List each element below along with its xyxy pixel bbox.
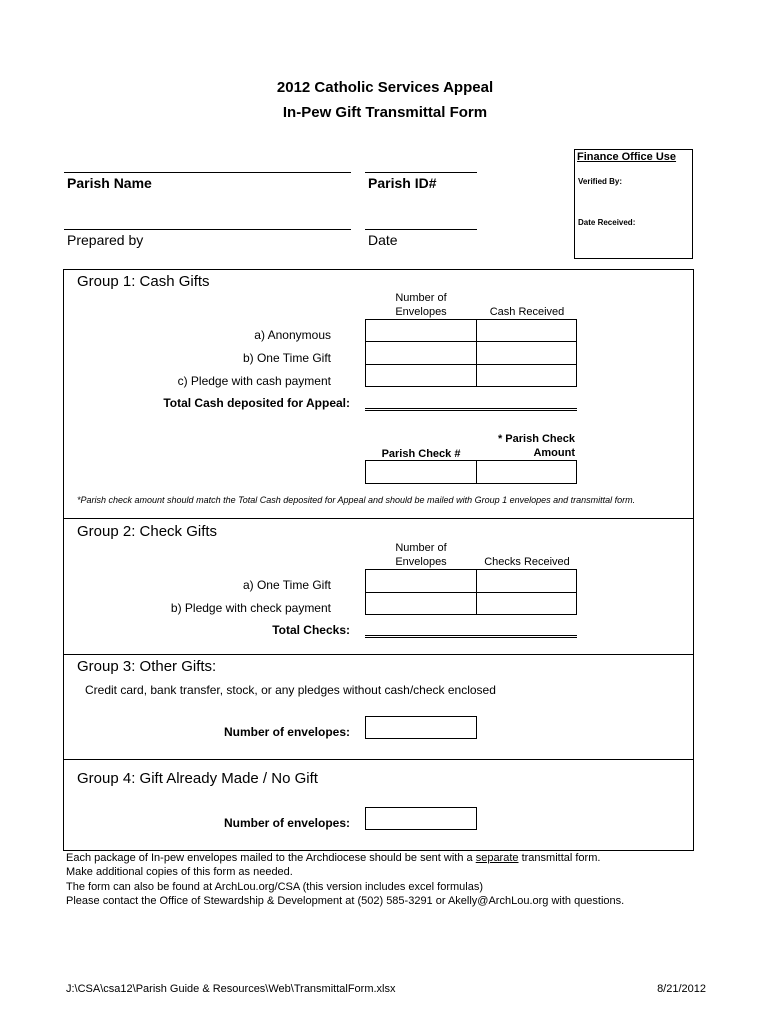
group2-total-label: Total Checks: bbox=[272, 623, 350, 637]
file-path: J:\CSA\csa12\Parish Guide & Resources\Web\TransmittalForm.xlsx bbox=[66, 983, 396, 995]
group3-description: Credit card, bank transfer, stock, or any pledges without cash/check enclosed bbox=[85, 683, 496, 697]
form-title: 2012 Catholic Services Appeal bbox=[276, 79, 494, 96]
group1-row-one-time: b) One Time Gift bbox=[242, 351, 331, 365]
prepared-by-label: Prepared by bbox=[67, 232, 144, 248]
parish-check-amount-header: * Parish Check Amount bbox=[497, 433, 575, 459]
group1-total-label: Total Cash deposited for Appeal: bbox=[163, 396, 350, 410]
parish-check-amount-cell[interactable] bbox=[476, 460, 577, 484]
group1-cash-cells[interactable] bbox=[476, 319, 577, 387]
verified-by-label: Verified By: bbox=[578, 177, 623, 186]
group-divider-1 bbox=[63, 518, 694, 519]
parish-id-label: Parish ID# bbox=[368, 175, 437, 191]
instructions-line-3: The form can also be found at ArchLou.org/CSA (this version includes excel formulas) bbox=[66, 881, 483, 893]
group1-row-divider-1 bbox=[365, 341, 577, 342]
group3-envelopes-cell[interactable] bbox=[365, 716, 477, 739]
group1-row-pledge: c) Pledge with cash payment bbox=[177, 374, 331, 388]
parish-check-number-header: Parish Check # bbox=[381, 448, 461, 460]
instructions-line-1: Each package of In-pew envelopes mailed to the Archdiocese should be sent with a separate transmittal form. bbox=[66, 852, 601, 864]
group1-envelopes-header: Number of Envelopes bbox=[395, 292, 447, 318]
group1-row-anonymous: a) Anonymous bbox=[254, 328, 331, 342]
group1-row-divider-2 bbox=[365, 364, 577, 365]
parish-id-line[interactable] bbox=[365, 172, 477, 173]
group4-envelopes-label: Number of envelopes: bbox=[223, 816, 350, 830]
group3-envelopes-label: Number of envelopes: bbox=[223, 725, 350, 739]
group2-row-divider bbox=[365, 592, 577, 593]
date-line[interactable] bbox=[365, 229, 477, 230]
prepared-by-line[interactable] bbox=[64, 229, 351, 230]
parish-name-label: Parish Name bbox=[67, 175, 152, 191]
group2-title: Group 2: Check Gifts bbox=[77, 523, 218, 540]
instructions-line-2: Make additional copies of this form as needed. bbox=[66, 866, 293, 878]
group2-envelopes-header: Number of Envelopes bbox=[395, 542, 447, 568]
parish-check-number-cell[interactable] bbox=[365, 460, 477, 484]
group2-total-line[interactable] bbox=[365, 635, 577, 638]
date-received-label: Date Received: bbox=[578, 218, 636, 227]
parish-name-line[interactable] bbox=[64, 172, 351, 173]
group4-title: Group 4: Gift Already Made / No Gift bbox=[77, 770, 318, 787]
group1-envelopes-cells[interactable] bbox=[365, 319, 477, 387]
date-label: Date bbox=[368, 232, 398, 248]
form-subtitle: In-Pew Gift Transmittal Form bbox=[282, 104, 488, 121]
group1-title: Group 1: Cash Gifts bbox=[77, 273, 210, 290]
group1-cash-header: Cash Received bbox=[489, 306, 565, 318]
group-divider-2 bbox=[63, 654, 694, 655]
group2-row-pledge: b) Pledge with check payment bbox=[170, 601, 331, 615]
group3-title: Group 3: Other Gifts: bbox=[77, 658, 217, 675]
finance-office-box bbox=[574, 149, 693, 259]
group2-row-one-time: a) One Time Gift bbox=[242, 578, 331, 592]
group2-checks-header: Checks Received bbox=[484, 556, 570, 568]
group4-envelopes-cell[interactable] bbox=[365, 807, 477, 830]
finance-office-title: Finance Office Use bbox=[577, 151, 677, 163]
instructions-line-4: Please contact the Office of Stewardship & Development at (502) 585-3291 or Akelly@ArchLou.org with questions. bbox=[66, 895, 625, 907]
group1-note: *Parish check amount should match the Total Cash deposited for Appeal and should be mailed with Group 1 envelopes and transmittal form. bbox=[77, 495, 636, 505]
footer-date: 8/21/2012 bbox=[657, 983, 706, 995]
group-divider-3 bbox=[63, 759, 694, 760]
group1-total-line[interactable] bbox=[365, 408, 577, 411]
